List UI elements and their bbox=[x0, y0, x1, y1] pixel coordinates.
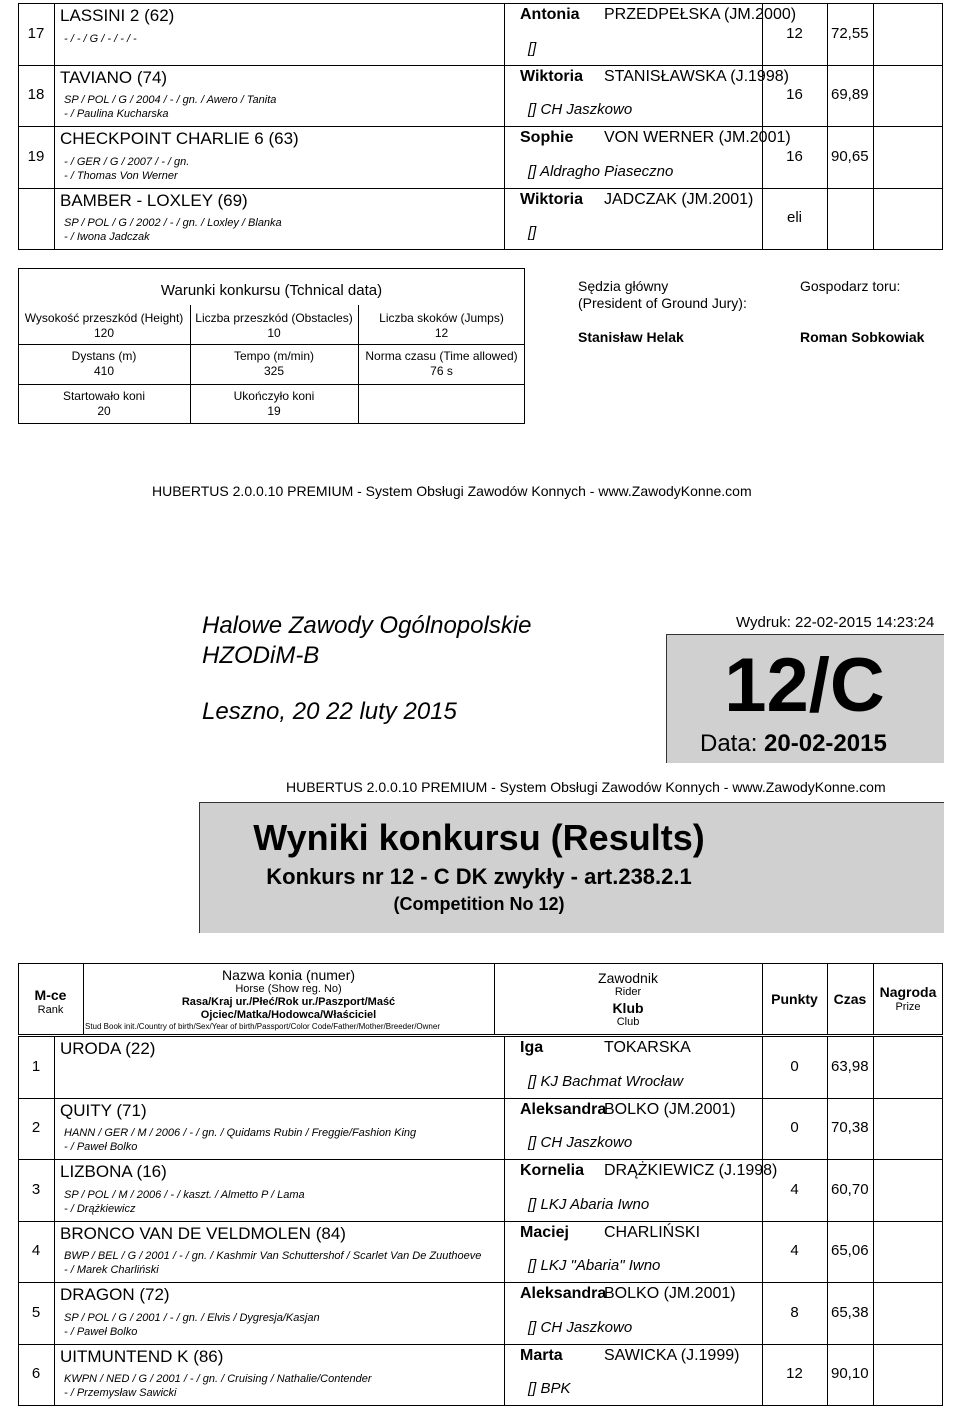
results-subtitle: Konkurs nr 12 - C DK zwykły - art.238.2.1 bbox=[266, 864, 692, 889]
horse-name bbox=[60, 129, 299, 149]
finished-label: Ukończyło koni bbox=[233, 389, 315, 403]
hdr-club: Klub bbox=[612, 1000, 644, 1016]
event-place: Leszno, 20 22 luty 2015 bbox=[202, 698, 457, 725]
horse-name-text: TAVIANO bbox=[60, 67, 133, 87]
rider-club: [] LKJ "Abaria" Iwno bbox=[528, 1257, 661, 1274]
row-rank: 18 bbox=[27, 86, 45, 104]
horse-name-text: URODA bbox=[60, 1039, 121, 1058]
row-time: 65,38 bbox=[831, 1303, 869, 1321]
rider-first-name: Wiktoria bbox=[520, 190, 583, 208]
rider-club: [] BPK bbox=[528, 1380, 571, 1397]
hdr-horse: Nazwa konia (numer) bbox=[221, 967, 356, 983]
row-rank: 17 bbox=[27, 24, 45, 42]
horse-name-text: BAMBER - LOXLEY bbox=[60, 190, 213, 210]
horse-owner: - / Drążkiewicz bbox=[64, 1202, 136, 1215]
rider-club: [] CH Jaszkowo bbox=[528, 101, 633, 118]
row-rank: 3 bbox=[31, 1180, 41, 1198]
rider-last-name: BOLKO (JM.2001) bbox=[604, 1285, 736, 1302]
hdr-horse-en: Horse (Show reg. No) bbox=[235, 983, 342, 995]
rider-last-name: PRZEDPEŁSKA (JM.2000) bbox=[604, 6, 797, 23]
horse-name bbox=[60, 6, 174, 26]
row-time: 63,98 bbox=[831, 1057, 869, 1075]
obstacles-value: 10 bbox=[267, 326, 281, 340]
row-time: 60,70 bbox=[831, 1180, 869, 1198]
rider-club: [] CH Jaszkowo bbox=[528, 1134, 633, 1151]
row-time: 90,10 bbox=[831, 1365, 869, 1383]
rider-last-name: JADCZAK (JM.2001) bbox=[604, 190, 754, 208]
finished-value: 19 bbox=[267, 404, 281, 418]
horse-owner: - / Thomas Von Werner bbox=[64, 169, 178, 182]
row-rank: 2 bbox=[31, 1119, 41, 1137]
date-value: 20-02-2015 bbox=[764, 730, 887, 757]
obstacles-label: Liczba przeszkód (Obstacles) bbox=[195, 311, 353, 325]
event-title-2: HZODiM-B bbox=[202, 642, 320, 669]
hdr-prize-en: Prize bbox=[895, 1001, 921, 1013]
horse-details: KWPN / NED / G / 2001 / - / gn. / Cruising / Nathalie/Contender bbox=[64, 1373, 372, 1385]
height-label: Wysokość przeszkód (Height) bbox=[24, 311, 184, 325]
competition-code: 12/C bbox=[724, 643, 885, 728]
hdr-breed: Rasa/Kraj ur./Płeć/Rok ur./Paszport/Maść bbox=[181, 996, 396, 1008]
row-points: eli bbox=[786, 209, 802, 227]
horse-name-text: QUITY bbox=[60, 1100, 112, 1120]
horse-details: BWP / BEL / G / 2001 / - / gn. / Kashmir Van Schuttershof / Scarlet Van De Zuuthoeve bbox=[64, 1250, 482, 1262]
event-title-1: Halowe Zawody Ogólnopolskie bbox=[202, 612, 532, 639]
row-rank: 1 bbox=[31, 1057, 41, 1075]
rider-first-name: Sophie bbox=[520, 129, 574, 146]
course-label: Gospodarz toru: bbox=[800, 278, 901, 294]
horse-number: (72) bbox=[139, 1285, 170, 1304]
jury-name: Stanisław Helak bbox=[578, 329, 684, 345]
horse-details: SP / POL / M / 2006 / - / kaszt. / Almetto P / Lama bbox=[64, 1188, 305, 1201]
jumps-value: 12 bbox=[434, 326, 449, 340]
rider-first-name: Antonia bbox=[520, 6, 580, 23]
horse-name bbox=[60, 1039, 155, 1059]
horse-details: SP / POL / G / 2004 / - / gn. / Awero / Tanita bbox=[64, 94, 277, 106]
rider-first-name: Iga bbox=[520, 1039, 544, 1056]
tech-title: Warunki konkursu (Tchnical data) bbox=[160, 282, 383, 299]
rider-last-name: STANISŁAWSKA (J.1998) bbox=[604, 67, 789, 85]
rider-last-name: BOLKO (JM.2001) bbox=[604, 1100, 736, 1118]
horse-details: HANN / GER / M / 2006 / - / gn. / Quidams Rubin / Freggie/Fashion King bbox=[64, 1127, 417, 1139]
horse-number: (63) bbox=[268, 129, 299, 148]
jury-label-1: Sędzia główny bbox=[578, 278, 669, 294]
horse-number: (69) bbox=[217, 190, 248, 210]
row-points: 0 bbox=[790, 1057, 799, 1075]
rider-club: [] LKJ Abaria Iwno bbox=[528, 1195, 650, 1213]
results-title: Wyniki konkursu (Results) bbox=[253, 817, 705, 858]
row-points: 16 bbox=[786, 147, 803, 165]
hdr-prize: Nagroda bbox=[879, 984, 937, 1000]
distance-value: 410 bbox=[93, 364, 115, 378]
course-name: Roman Sobkowiak bbox=[800, 329, 925, 345]
row-rank: 5 bbox=[31, 1303, 41, 1321]
started-label: Startowało koni bbox=[62, 389, 146, 403]
row-time: 72,55 bbox=[831, 24, 869, 42]
date-row bbox=[700, 730, 887, 758]
horse-number: (62) bbox=[144, 6, 175, 25]
row-points: 4 bbox=[790, 1180, 799, 1198]
rider-club: [] KJ Bachmat Wrocław bbox=[528, 1072, 684, 1090]
horse-name bbox=[60, 191, 248, 211]
row-rank: 19 bbox=[27, 147, 45, 165]
horse-number: (16) bbox=[136, 1162, 167, 1181]
date-label: Data: bbox=[700, 730, 758, 757]
horse-details: SP / POL / G / 2002 / - / gn. / Loxley / Blanka bbox=[64, 217, 282, 229]
horse-owner: - / Paulina Kucharska bbox=[64, 108, 169, 120]
rider-first-name: Maciej bbox=[520, 1223, 569, 1241]
row-time: 69,89 bbox=[831, 86, 869, 104]
rider-last-name: TOKARSKA bbox=[604, 1039, 691, 1056]
rider-first-name: Wiktoria bbox=[520, 67, 583, 85]
rider-first-name: Aleksandra bbox=[520, 1285, 607, 1302]
row-rank: 6 bbox=[31, 1365, 41, 1383]
hdr-rank: Rank bbox=[37, 1004, 64, 1016]
horse-name-text: DRAGON bbox=[60, 1285, 135, 1304]
rider-club: [] CH Jaszkowo bbox=[528, 1318, 633, 1336]
horse-number: (22) bbox=[125, 1039, 156, 1058]
horse-name bbox=[60, 1162, 167, 1182]
row-points: 16 bbox=[786, 86, 803, 104]
horse-number: (84) bbox=[315, 1223, 346, 1243]
rider-first-name: Marta bbox=[520, 1346, 563, 1364]
horse-number: (71) bbox=[116, 1100, 147, 1120]
horse-details: - / - / G / - / - / - bbox=[64, 32, 137, 45]
horse-name bbox=[60, 1224, 346, 1244]
rider-club: [] Aldragho Piaseczno bbox=[528, 162, 674, 180]
horse-owner: - / Przemysław Sawicki bbox=[64, 1387, 177, 1399]
row-time: 65,06 bbox=[831, 1242, 869, 1260]
row-points: 8 bbox=[790, 1303, 799, 1321]
horse-name-text: UITMUNTEND K bbox=[60, 1346, 189, 1366]
horse-name bbox=[60, 68, 167, 88]
horse-name-text: LIZBONA bbox=[60, 1162, 132, 1181]
distance-label: Dystans (m) bbox=[71, 349, 137, 363]
row-rank: 4 bbox=[31, 1242, 41, 1260]
horse-name bbox=[60, 1347, 223, 1367]
hdr-points: Punkty bbox=[771, 991, 818, 1007]
row-points: 0 bbox=[790, 1119, 799, 1137]
row-points: 12 bbox=[786, 1365, 803, 1383]
horse-name bbox=[60, 1101, 147, 1121]
started-value: 20 bbox=[97, 404, 111, 418]
tempo-value: 325 bbox=[263, 364, 285, 378]
row-time: 70,38 bbox=[831, 1119, 869, 1137]
horse-name-text: BRONCO VAN DE VELDMOLEN bbox=[60, 1223, 311, 1243]
horse-owner: - / Iwona Jadczak bbox=[64, 231, 150, 243]
rider-last-name: VON WERNER (JM.2001) bbox=[604, 129, 791, 146]
print-date: Wydruk: 22-02-2015 14:23:24 bbox=[736, 614, 935, 631]
row-time: 90,65 bbox=[831, 147, 869, 165]
footer-text-1: HUBERTUS 2.0.0.10 PREMIUM - System Obsługi Zawodów Konnych - www.ZawodyKonne.com bbox=[152, 483, 752, 499]
rider-first-name: Aleksandra bbox=[520, 1100, 607, 1118]
height-value: 120 bbox=[93, 326, 115, 340]
horse-name-text: LASSINI 2 bbox=[60, 6, 140, 25]
hdr-club-en: Club bbox=[616, 1016, 640, 1028]
row-points: 4 bbox=[790, 1242, 799, 1260]
footer-text-2: HUBERTUS 2.0.0.10 PREMIUM - System Obsługi Zawodów Konnych - www.ZawodyKonne.com bbox=[286, 779, 886, 795]
horse-owner: - / Paweł Bolko bbox=[64, 1141, 138, 1153]
horse-details: - / GER / G / 2007 / - / gn. bbox=[64, 155, 190, 168]
hdr-studbook: Stud Book init./Country of birth/Sex/Year of birth/Passport/Color Code/Father/Mother/Breeder/Owner bbox=[85, 1022, 440, 1031]
rider-last-name: CHARLIŃSKI bbox=[604, 1223, 701, 1241]
rider-last-name: SAWICKA (J.1999) bbox=[604, 1346, 740, 1364]
horse-number: (74) bbox=[136, 67, 168, 87]
hdr-time: Czas bbox=[833, 991, 867, 1007]
horse-owner: - / Paweł Bolko bbox=[64, 1325, 138, 1338]
hdr-rider: Zawodnik bbox=[598, 970, 658, 986]
tempo-label: Tempo (m/min) bbox=[233, 349, 314, 363]
row-points: 12 bbox=[786, 24, 803, 42]
time-allowed-value: 76 s bbox=[430, 364, 453, 378]
hdr-mce: M-ce bbox=[34, 987, 67, 1003]
hdr-parents: Ojciec/Matka/Hodowca/Właściciel bbox=[200, 1009, 377, 1021]
horse-number: (86) bbox=[193, 1346, 224, 1366]
rider-first-name: Kornelia bbox=[520, 1162, 585, 1179]
horse-owner: - / Marek Charliński bbox=[64, 1264, 159, 1276]
time-allowed-label: Norma czasu (Time allowed) bbox=[365, 349, 518, 363]
horse-name-text: CHECKPOINT CHARLIE 6 bbox=[60, 129, 264, 148]
horse-name bbox=[60, 1285, 170, 1305]
results-subtitle-2: (Competition No 12) bbox=[393, 894, 565, 914]
rider-last-name: DRĄŻKIEWICZ (J.1998) bbox=[604, 1162, 778, 1179]
hdr-rider-en: Rider bbox=[614, 986, 642, 998]
rider-club: [] bbox=[528, 39, 537, 57]
horse-details: SP / POL / G / 2001 / - / gn. / Elvis / Dygresja/Kasjan bbox=[64, 1311, 320, 1324]
jumps-label: Liczba skoków (Jumps) bbox=[379, 311, 504, 325]
rider-club: [] bbox=[528, 224, 537, 241]
jury-label-2: (President of Ground Jury): bbox=[578, 295, 747, 311]
